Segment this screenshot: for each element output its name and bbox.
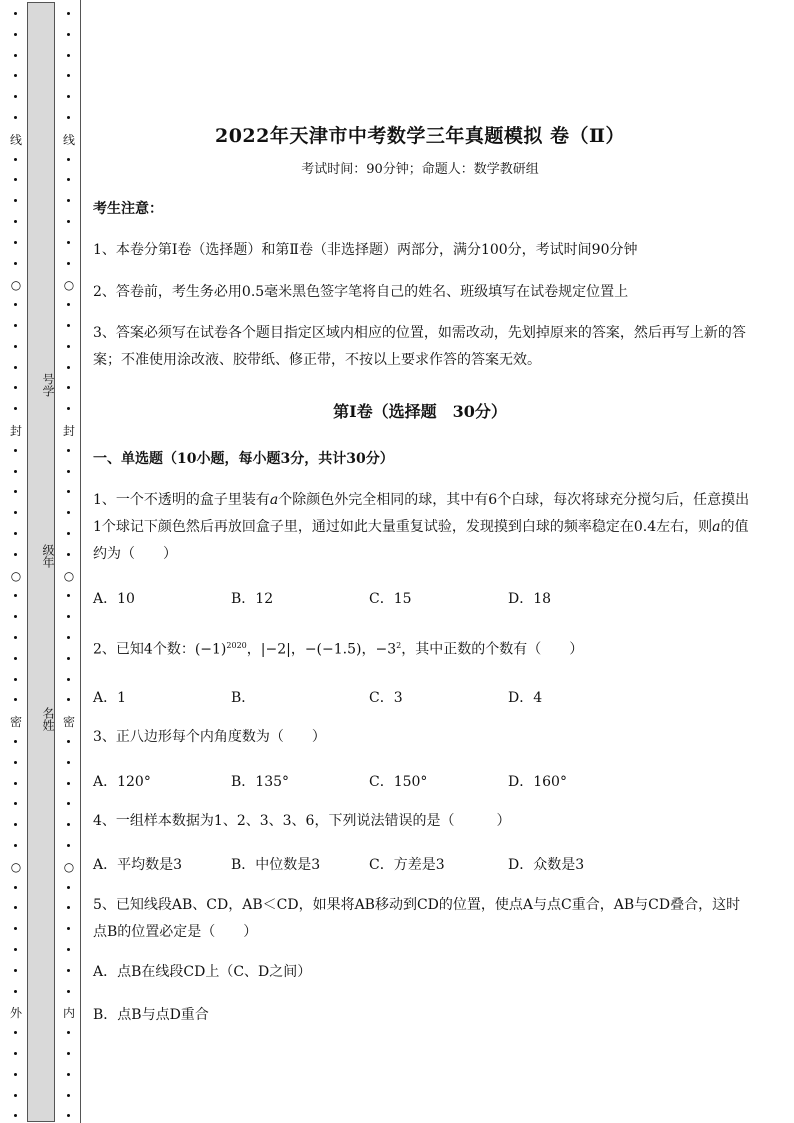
part-heading: 一、单选题（10小题，每小题3分，共计30分）	[93, 451, 394, 467]
binding-dot	[14, 1114, 17, 1117]
question-5-option-a: A．点B在线段CD上（C、D之间）	[93, 964, 312, 980]
question-2	[93, 632, 753, 664]
question-5: 5、已知线段AB、CD，AB＜CD，如果将AB移动到CD的位置，使点A与点C重合，AB与CD叠合，这时点B的位置必定是（ ）	[93, 897, 741, 940]
binding-dot	[14, 969, 17, 972]
binding-dot	[67, 844, 70, 847]
binding-dot	[14, 74, 17, 77]
binding-dot	[14, 1094, 17, 1097]
binding-dot	[14, 303, 17, 306]
binding-dot	[67, 553, 70, 556]
binding-dot	[67, 220, 70, 223]
binding-dot	[67, 1073, 70, 1076]
question-4: 4、一组样本数据为1、2、3、3、6，下列说法错误的是（ ）	[93, 813, 511, 829]
binding-dot	[67, 1094, 70, 1097]
question-1-post: 的值约为（ ）	[93, 519, 749, 562]
inner-mark-6: 内	[62, 1006, 75, 1020]
exam-title: 2022年天津市中考数学三年真题模拟 卷（Ⅱ）	[214, 125, 625, 147]
binding-dot	[67, 241, 70, 244]
binding-dot	[67, 449, 70, 452]
binding-dot	[14, 1031, 17, 1034]
binding-dot	[14, 927, 17, 930]
notice-item-2: 2、答卷前，考生务必用0.5毫米黑色签字笔将自己的姓名、班级填写在试卷规定位置上	[93, 284, 629, 300]
binding-dot	[67, 54, 70, 57]
binding-dot	[67, 615, 70, 618]
binding-dot	[14, 262, 17, 265]
option-a: A．平均数是3	[93, 857, 183, 873]
question-2-exponent-1: 2020	[226, 641, 247, 650]
binding-dot	[67, 782, 70, 785]
binding-dot	[67, 386, 70, 389]
question-1-pre: 1、一个不透明的盒子里装有	[93, 492, 270, 508]
binding-dot	[14, 386, 17, 389]
binding-dot	[67, 12, 70, 15]
question-2-pre: 2、已知4个数：	[93, 641, 195, 658]
binding-dot	[14, 470, 17, 473]
question-3: 3、正八边形每个内角度数为（ ）	[93, 729, 326, 745]
binding-dot	[14, 490, 17, 493]
binding-dot	[14, 636, 17, 639]
binding-dot	[14, 33, 17, 36]
option-a: A．1	[93, 690, 127, 706]
outer-dot-column	[10, 0, 22, 1123]
binding-dot	[14, 511, 17, 514]
binding-dot	[67, 990, 70, 993]
binding-dot	[14, 407, 17, 410]
binding-circle-mark: ○	[10, 860, 22, 874]
binding-dot	[67, 906, 70, 909]
option-c: C．方差是3	[369, 857, 445, 873]
binding-dot	[67, 823, 70, 826]
binding-dot	[67, 116, 70, 119]
binding-dot	[14, 1073, 17, 1076]
field-label-exam-number: 号学	[41, 373, 55, 397]
binding-dot	[67, 33, 70, 36]
question-3-options	[93, 771, 753, 791]
binding-dot	[14, 906, 17, 909]
binding-dot	[14, 158, 17, 161]
binding-dot	[14, 553, 17, 556]
question-1	[93, 487, 753, 568]
binding-circle-mark: ○	[10, 569, 22, 583]
binding-dot	[14, 366, 17, 369]
question-2-expr1: (−1)	[194, 641, 227, 658]
variable-a: a	[269, 492, 279, 508]
binding-dot	[14, 220, 17, 223]
option-b: B．135°	[231, 774, 290, 790]
notice-item-1: 1、本卷分第I卷（选择题）和第Ⅱ卷（非选择题）两部分，满分100分，考试时间90分钟	[93, 242, 638, 258]
binding-dot	[67, 761, 70, 764]
binding-dot	[67, 802, 70, 805]
outer-mark-2: 封	[9, 424, 22, 438]
binding-circle-mark: ○	[63, 569, 75, 583]
variable-a: a	[712, 519, 721, 535]
binding-dot	[67, 886, 70, 889]
option-d: D．众数是3	[508, 857, 585, 873]
inner-dot-column	[63, 0, 75, 1123]
notice-heading: 考生注意：	[93, 201, 163, 217]
option-c: C．150°	[369, 774, 428, 790]
binding-dot	[67, 366, 70, 369]
option-c: C．3	[369, 690, 403, 706]
option-d: D．18	[508, 591, 552, 607]
binding-dot	[14, 802, 17, 805]
binding-dot	[67, 490, 70, 493]
binding-dot	[14, 532, 17, 535]
binding-dot	[14, 12, 17, 15]
binding-dot	[14, 116, 17, 119]
binding-dot	[67, 511, 70, 514]
binding-dot	[14, 678, 17, 681]
binding-dot	[14, 782, 17, 785]
binding-dot	[14, 844, 17, 847]
binding-dot	[67, 969, 70, 972]
binding-dot	[14, 95, 17, 98]
binding-dot	[67, 74, 70, 77]
binding-dot	[67, 303, 70, 306]
binding-dot	[67, 698, 70, 701]
binding-dot	[14, 615, 17, 618]
option-b: B．中位数是3	[231, 857, 321, 873]
binding-dot	[67, 95, 70, 98]
question-1-mid: 个除颜色外完全相同的球，其中有6个白球，每次将球充分搅匀后，任意摸出1个球记下颜色然后再放回盒子里，通过如此大量重复试验，发现摸到白球的频率稳定在0.4左右，则	[93, 492, 750, 535]
binding-dot	[67, 636, 70, 639]
binding-dot	[67, 345, 70, 348]
binding-circle-mark: ○	[63, 278, 75, 292]
question-4-options	[93, 854, 753, 874]
exam-subtitle: 考试时间：90分钟；命题人：数学教研组	[301, 162, 539, 177]
binding-dot	[67, 1114, 70, 1117]
binding-dot	[14, 740, 17, 743]
binding-circle-mark: ○	[63, 860, 75, 874]
binding-dot	[14, 54, 17, 57]
binding-dot	[14, 948, 17, 951]
inner-mark-0: 线	[62, 133, 75, 147]
binding-dot	[14, 823, 17, 826]
binding-dot	[67, 948, 70, 951]
binding-dot	[67, 740, 70, 743]
question-2-options	[93, 687, 753, 707]
notice-item-3: 3、答案必须写在试卷各个题目指定区域内相应的位置，如需改动，先划掉原来的答案，然后再写上新的答案；不准使用涂改液、胶带纸、修正带，不按以上要求作答的答案无效。	[93, 325, 746, 368]
binding-border-line	[80, 0, 81, 1123]
binding-dot	[14, 241, 17, 244]
section-title: 第I卷（选择题 30分）	[333, 402, 507, 421]
option-c: C．15	[369, 591, 412, 607]
binding-dot	[14, 449, 17, 452]
binding-circle-mark: ○	[10, 278, 22, 292]
binding-dot	[14, 990, 17, 993]
binding-dot	[14, 657, 17, 660]
option-d: D．160°	[508, 774, 567, 790]
binding-dot	[14, 698, 17, 701]
binding-dot	[67, 324, 70, 327]
binding-dot	[67, 1052, 70, 1055]
outer-mark-4: 密	[9, 715, 22, 729]
binding-dot	[14, 199, 17, 202]
field-label-name: 名姓	[41, 707, 55, 731]
question-2-exponent-2: 2	[396, 641, 402, 650]
inner-mark-2: 封	[62, 424, 75, 438]
binding-dot	[14, 761, 17, 764]
binding-dot	[14, 178, 17, 181]
option-a: A．120°	[93, 774, 151, 790]
binding-dot	[14, 1052, 17, 1055]
binding-dot	[67, 262, 70, 265]
binding-dot	[67, 199, 70, 202]
question-2-expr2: ，|−2|，−(−1.5)，−3	[246, 641, 397, 658]
binding-dot	[67, 678, 70, 681]
binding-dot	[67, 470, 70, 473]
binding-dot	[67, 407, 70, 410]
question-5-option-b: B．点B与点D重合	[93, 1007, 209, 1023]
binding-dot	[67, 657, 70, 660]
binding-dot	[67, 1031, 70, 1034]
binding-dot	[67, 158, 70, 161]
binding-dot	[14, 886, 17, 889]
binding-dot	[14, 594, 17, 597]
option-b: B．12	[231, 591, 274, 607]
question-2-post: ，其中正数的个数有（ ）	[401, 641, 584, 658]
binding-dot	[67, 178, 70, 181]
binding-dot	[67, 532, 70, 535]
inner-mark-4: 密	[62, 715, 75, 729]
binding-dot	[14, 324, 17, 327]
binding-dot	[14, 345, 17, 348]
binding-dot	[67, 594, 70, 597]
field-label-grade: 级年	[41, 544, 55, 568]
outer-mark-0: 线	[9, 133, 22, 147]
option-d: D．4	[508, 690, 543, 706]
option-b: B．	[231, 690, 256, 706]
option-a: A．10	[93, 591, 135, 607]
question-1-options	[93, 588, 753, 608]
binding-dot	[67, 927, 70, 930]
outer-mark-6: 外	[9, 1006, 22, 1020]
